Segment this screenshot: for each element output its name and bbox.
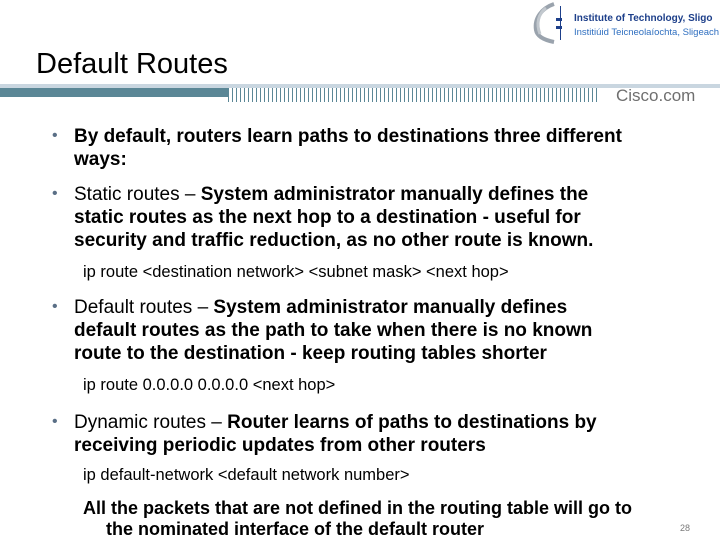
bullet-icon: • (52, 413, 58, 430)
bullet-lead-term: Static routes – (74, 184, 201, 205)
bullet-icon: • (52, 127, 58, 144)
bullet-paragraph-default-routes (74, 296, 592, 365)
bullet-text-line: System administrator manually defines (213, 297, 568, 318)
bullet-lead-term: Dynamic routes – (74, 412, 228, 433)
slide-title: Default Routes (36, 48, 228, 80)
logo-separator (560, 6, 561, 40)
bullet-text-line: security and traffic reduction, as no other route is known. (74, 230, 594, 251)
command-default-route: ip route 0.0.0.0 0.0.0.0 <next hop> (83, 376, 336, 394)
closing-note (83, 498, 632, 540)
bullet-text-line: System administrator manually defines the (200, 184, 589, 205)
bullet-text-line: By default, routers learn paths to destinations three different (74, 126, 622, 147)
bullet-text-line: default routes as the path to take when there is no known (74, 320, 593, 341)
bullet-text-line: route to the destination - keep routing tables shorter (74, 343, 547, 364)
bullet-lead-term: Default routes – (74, 297, 214, 318)
bullet-icon: • (52, 185, 58, 202)
closing-note-line: All the packets that are not defined in the routing table will go to (83, 498, 633, 518)
bullet-paragraph-intro (74, 125, 622, 171)
institute-logo-mark-icon (524, 0, 568, 46)
bullet-text-line: static routes as the next hop to a destination - useful for (74, 207, 581, 228)
header-band-barcode (228, 88, 598, 102)
logo-institute-name: Institute of Technology, Sligo (574, 13, 713, 24)
bullet-text-line: Router learns of paths to destinations by (227, 412, 597, 433)
bullet-paragraph-static-routes (74, 183, 593, 252)
command-default-network: ip default-network <default network number> (83, 466, 410, 484)
bullet-text-line: ways: (74, 149, 127, 170)
page-number: 28 (680, 523, 691, 533)
closing-note-line: the nominated interface of the default router (106, 519, 485, 539)
command-static-route: ip route <destination network> <subnet mask> <next hop> (83, 263, 509, 281)
logo-institute-name-irish: Institiúid Teicneolaíochta, Sligeach (574, 27, 720, 38)
cisco-brand-label: Cisco.com (616, 86, 696, 105)
bullet-text-line: receiving periodic updates from other routers (74, 435, 486, 456)
bullet-paragraph-dynamic-routes (74, 411, 597, 457)
bullet-icon: • (52, 298, 58, 315)
header-band-dark (0, 88, 228, 97)
